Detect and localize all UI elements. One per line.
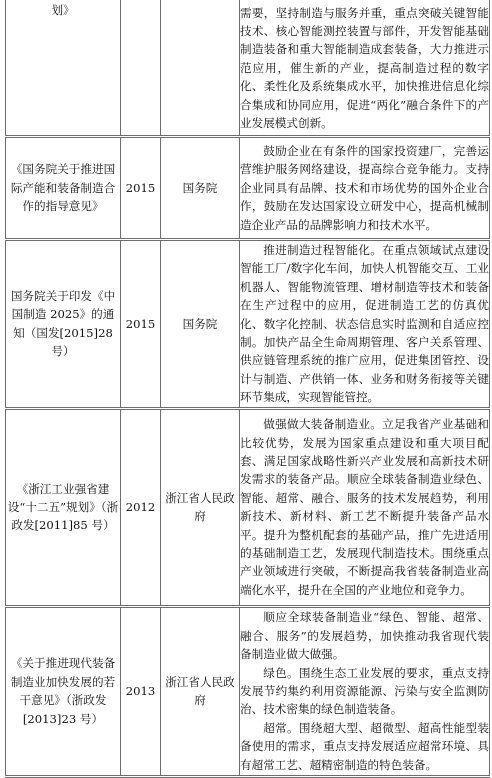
policy-issuer: 浙江省人民政府 — [161, 408, 240, 606]
policy-issuer: 浙江省人民政府 — [161, 606, 240, 776]
table-row — [6, 0, 490, 137]
policy-issuer: 国务院 — [161, 137, 240, 240]
content-paragraph: 绿色。围绕生态工业发展的要求，重点支持发展节约集约利用资源能源、污染与安全监测防治、技术密集的绿色制造装备。 — [240, 665, 489, 717]
policy-content — [240, 408, 490, 606]
policy-year: 2013 — [121, 606, 161, 776]
content-paragraph: 需要，坚持制造与服务并重，重点突破关键智能技术、核心智能测控装置与部件，开发智能基础制造装备和重大智能制造成套装备，大力推进示范应用，催生新的产业，提高制造过程的数字化、柔性化及系统集成水平，加快推进信息化综合集成和协同应用，促进“两化”融合条件下的产业发展模式创新。 — [240, 5, 489, 131]
policy-name: 划》 — [6, 0, 121, 137]
content-paragraph: 超常。围绕超大型、超微型、超高性能型装备使用的需求，重点支持发展适应超常环境、具有超常工艺、超精密制造的特色装备。 — [240, 720, 489, 772]
policy-name: 国务院关于印发《中国制造 2025》的通知（国发[2015]28 号） — [6, 240, 121, 409]
table-row — [6, 137, 490, 240]
policy-content — [240, 137, 490, 240]
policy-name: 《浙江工业强省建设“十二五”规划》（浙政发[2011]85 号） — [6, 408, 121, 606]
policy-table-body — [6, 0, 490, 776]
policy-content — [240, 606, 490, 776]
policy-name: 《关于推进现代装备制造业加快发展的若干意见》（浙政发[2013]23 号） — [6, 606, 121, 776]
policy-year: 2015 — [121, 137, 161, 240]
content-paragraph: 推进制造过程智能化。在重点领域试点建设智能工厂/数字化车间，加快人机智能交互、工业机器人、智能物流管理、增材制造等技术和装备在生产过程中的应用，促进制造工艺的仿真优化、数字化控制、状态信息实时监测和自适应控制。加快产品全生命周期管理、客户关系管理、供应链管理系统的推广应用，促进集团管控、设计与制造、产供销一体、业务和财务衔接等关键环节集成，实现智能管控。 — [240, 243, 489, 405]
policy-table — [5, 0, 490, 778]
table-row — [6, 606, 490, 776]
policy-year: 2012 — [121, 408, 161, 606]
policy-year: 2015 — [121, 240, 161, 409]
content-paragraph: 鼓励企业在有条件的国家投资建厂，完善运营维护服务网络建设，提高综合竞争能力。支持企业同具有品牌、技术和市场优势的国外企业合作，鼓励在发达国家设立研发中心，提高机械制造企业产品的品牌影响力和技术水平。 — [240, 143, 489, 232]
content-paragraph: 顺应全球装备制造业“绿色、智能、超常、融合、服务”的发展趋势，加快推动我省现代装备制造业做大做强。 — [240, 610, 489, 662]
table-row — [6, 408, 490, 606]
policy-name: 《国务院关于推进国际产能和装备制造合作的指导意见》 — [6, 137, 121, 240]
policy-issuer: 国务院 — [161, 240, 240, 409]
policy-content — [240, 240, 490, 409]
policy-content — [240, 0, 490, 137]
content-paragraph: 做强做大装备制造业。立足我省产业基础和比较优势，发展为国家重点建设和重大项目配套、满足国家战略性新兴产业发展和高新技术研发需求的装备产品。顺应全球装备制造业绿色、智能、超常、融合、服务的技术发展趋势，利用新技术、新材料、新工艺不断提升装备产品水平。提升为整机配套的基础产品，推广先进适用的基础制造工艺，发展现代制造技术。围绕重点产业领域进行突破，不断提高我省装备制造业高端化水平，提升在全国的产业地位和竞争力。 — [240, 417, 489, 597]
table-row — [6, 240, 490, 409]
policy-issuer — [161, 0, 240, 137]
policy-year — [121, 0, 161, 137]
